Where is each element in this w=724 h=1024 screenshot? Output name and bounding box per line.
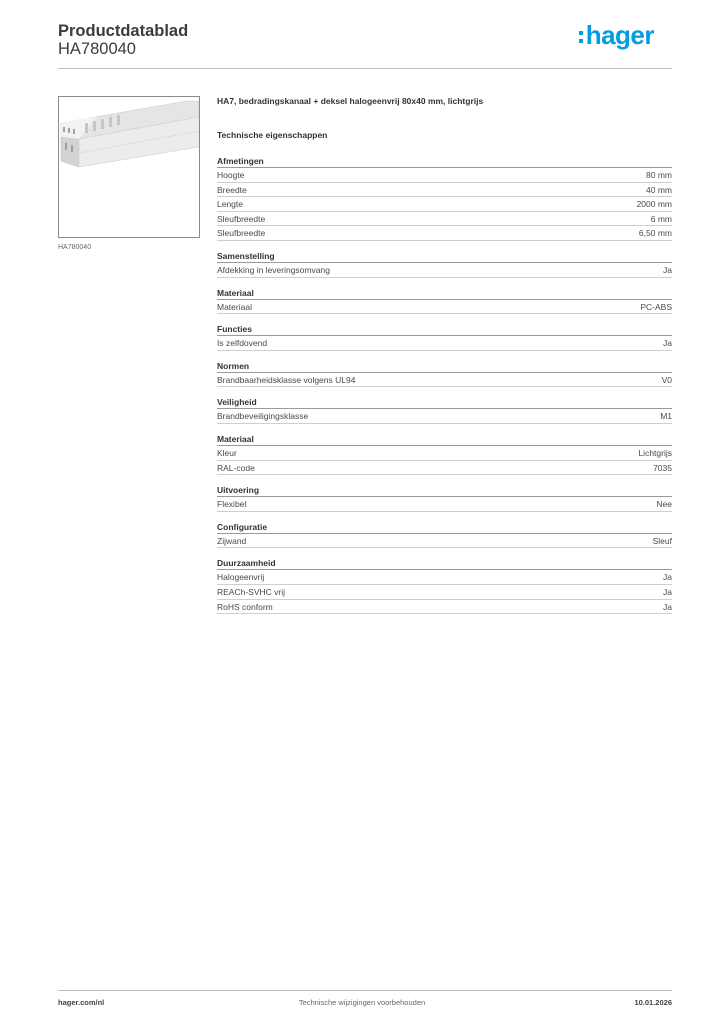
spec-label: Flexibel xyxy=(217,499,247,510)
spec-row xyxy=(217,183,672,198)
spec-group xyxy=(217,522,672,549)
document-title: Productdatablad xyxy=(58,22,189,40)
spec-row xyxy=(217,600,672,615)
header-divider xyxy=(58,68,672,69)
spec-group xyxy=(217,397,672,424)
footer-date: 10.01.2026 xyxy=(634,998,672,1007)
spec-row xyxy=(217,461,672,476)
spec-group-title: Veiligheid xyxy=(217,397,672,409)
spec-value: 2000 mm xyxy=(636,199,672,210)
hager-logo xyxy=(579,20,654,50)
spec-label: Materiaal xyxy=(217,301,252,312)
footer-divider xyxy=(58,990,672,991)
spec-row xyxy=(217,373,672,388)
product-image xyxy=(58,96,200,238)
spec-row xyxy=(217,212,672,227)
cable-duct-illustration xyxy=(59,97,199,237)
spec-row xyxy=(217,168,672,183)
spec-row xyxy=(217,446,672,461)
spec-value: M1 xyxy=(660,411,672,422)
spec-row xyxy=(217,263,672,278)
spec-row xyxy=(217,497,672,512)
spec-label: Lengte xyxy=(217,199,243,210)
logo-dots-icon xyxy=(579,31,583,43)
spec-value: Ja xyxy=(663,572,672,583)
spec-group xyxy=(217,324,672,351)
spec-group xyxy=(217,251,672,278)
spec-group-title: Materiaal xyxy=(217,434,672,446)
spec-group-title: Materiaal xyxy=(217,288,672,300)
spec-value: 6 mm xyxy=(650,213,672,224)
image-caption: HA780040 xyxy=(58,244,92,251)
spec-label: Halogeenvrij xyxy=(217,572,265,583)
spec-label: Kleur xyxy=(217,447,237,458)
spec-value: Nee xyxy=(656,499,672,510)
spec-row xyxy=(217,534,672,549)
spec-group xyxy=(217,558,672,614)
spec-row xyxy=(217,197,672,212)
spec-group-title: Duurzaamheid xyxy=(217,558,672,570)
spec-value: Sleuf xyxy=(652,535,672,546)
spec-group-title: Configuratie xyxy=(217,522,672,534)
spec-value: Lichtgrijs xyxy=(638,447,672,458)
spec-group-title: Uitvoering xyxy=(217,485,672,497)
spec-label: Is zelfdovend xyxy=(217,338,268,349)
spec-row xyxy=(217,409,672,424)
spec-label: Brandbeveiligingsklasse xyxy=(217,411,309,422)
spec-group-title: Normen xyxy=(217,361,672,373)
spec-label: RAL-code xyxy=(217,462,255,473)
footer-disclaimer: Technische wijzigingen voorbehouden xyxy=(298,998,426,1007)
spec-group xyxy=(217,434,672,475)
product-description: HA7, bedradingskanaal + deksel halogeenvrij 80x40 mm, lichtgrijs xyxy=(217,96,484,106)
spec-label: Afdekking in leveringsomvang xyxy=(217,264,330,275)
spec-label: Brandbaarheidsklasse volgens UL94 xyxy=(217,374,356,385)
footer-website: hager.com/nl xyxy=(58,998,105,1007)
spec-value: Ja xyxy=(663,264,672,275)
spec-label: REACh-SVHC vrij xyxy=(217,586,286,597)
spec-value: Ja xyxy=(663,601,672,612)
spec-row xyxy=(217,585,672,600)
spec-label: RoHS conform xyxy=(217,601,273,612)
spec-row xyxy=(217,570,672,585)
spec-group xyxy=(217,361,672,388)
spec-value: 7035 xyxy=(653,462,672,473)
spec-row xyxy=(217,226,672,241)
spec-row xyxy=(217,300,672,315)
spec-label: Breedte xyxy=(217,184,247,195)
spec-value: 80 mm xyxy=(646,170,672,180)
spec-group xyxy=(217,485,672,512)
spec-value: Ja xyxy=(663,586,672,597)
spec-value: Ja xyxy=(663,338,672,349)
spec-group-title: Samenstelling xyxy=(217,251,672,263)
spec-table xyxy=(217,156,672,624)
section-heading: Technische eigenschappen xyxy=(217,130,328,140)
product-code: HA780040 xyxy=(58,40,136,58)
spec-group xyxy=(217,156,672,241)
page-header xyxy=(58,20,672,68)
spec-value: 40 mm xyxy=(646,184,672,195)
spec-row xyxy=(217,336,672,351)
spec-label: Hoogte xyxy=(217,170,245,180)
spec-group-title: Afmetingen xyxy=(217,156,672,168)
spec-label: Sleufbreedte xyxy=(217,213,266,224)
logo-text: hager xyxy=(585,19,654,50)
spec-label: Zijwand xyxy=(217,535,247,546)
spec-group-title: Functies xyxy=(217,324,672,336)
spec-value: V0 xyxy=(661,374,672,385)
spec-group xyxy=(217,288,672,315)
spec-label: Sleufbreedte xyxy=(217,228,266,239)
spec-value: PC-ABS xyxy=(640,301,672,312)
spec-value: 6,50 mm xyxy=(638,228,672,239)
